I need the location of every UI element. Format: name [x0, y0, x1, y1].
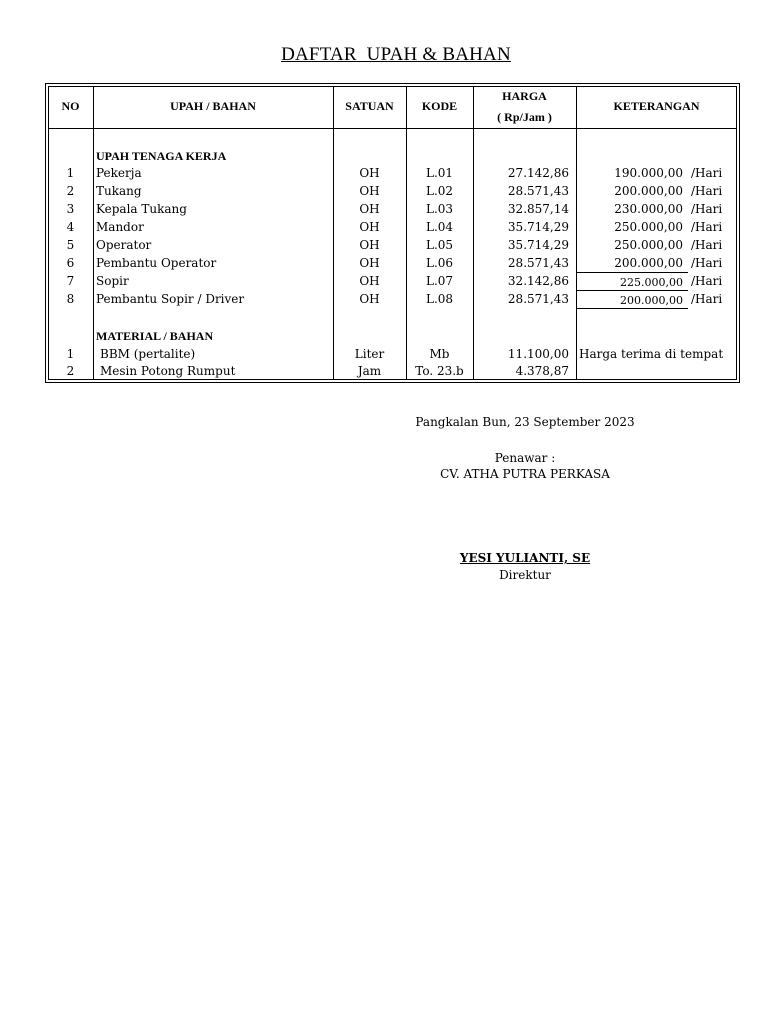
- row-note-value: 250.000,00: [614, 220, 683, 234]
- column-divider: [93, 86, 94, 380]
- row-name: Sopir: [96, 274, 129, 288]
- row-no: 1: [66, 347, 75, 361]
- row-unit: OH: [359, 220, 380, 234]
- row-no: 4: [66, 220, 75, 234]
- row-unit: OH: [359, 166, 380, 180]
- row-price: 11.100,00: [507, 347, 569, 361]
- row-code: L.06: [425, 256, 454, 270]
- row-note-value: 200.000,00: [614, 256, 683, 270]
- header-note: KETERANGAN: [613, 99, 700, 113]
- bidder-label: Penawar :: [494, 451, 556, 465]
- row-code: L.01: [425, 166, 454, 180]
- row-note-value: 200.000,00: [614, 184, 683, 198]
- signer-name: YESI YULIANTI, SE: [459, 551, 591, 565]
- header-price: HARGA: [502, 89, 547, 103]
- row-code: L.05: [425, 238, 454, 252]
- row-price: 28.571,43: [507, 184, 569, 198]
- row-code: L.08: [425, 292, 454, 306]
- row-note-unit: /Hari: [691, 202, 723, 216]
- row-unit: OH: [359, 202, 380, 216]
- row-price: 32.142,86: [507, 274, 569, 288]
- document-title: DAFTAR UPAH & BAHAN: [281, 44, 511, 65]
- row-note-unit: /Hari: [691, 256, 723, 270]
- row-name: Tukang: [96, 184, 142, 198]
- row-price: 35.714,29: [507, 238, 569, 252]
- row-no: 2: [66, 184, 75, 198]
- header-unit: SATUAN: [345, 99, 394, 113]
- row-note-value: 230.000,00: [614, 202, 683, 216]
- header-item: UPAH / BAHAN: [170, 99, 256, 113]
- row-unit: Liter: [354, 347, 385, 361]
- row-note-value: 200.000,00: [620, 294, 683, 307]
- row-name: Kepala Tukang: [96, 202, 187, 216]
- row-note: Harga terima di tempat: [579, 347, 724, 361]
- row-no: 2: [66, 364, 75, 378]
- row-code: Mb: [429, 347, 450, 361]
- row-unit: Jam: [357, 364, 382, 378]
- row-price: 32.857,14: [507, 202, 569, 216]
- row-name: Pembantu Operator: [96, 256, 217, 270]
- row-name: BBM (pertalite): [100, 347, 196, 361]
- section-material: MATERIAL / BAHAN: [96, 329, 214, 343]
- row-price: 4.378,87: [515, 364, 569, 378]
- row-price: 27.142,86: [507, 166, 569, 180]
- row-note-unit: /Hari: [691, 238, 723, 252]
- row-unit: OH: [359, 274, 380, 288]
- row-note-unit: /Hari: [691, 220, 723, 234]
- row-unit: OH: [359, 292, 380, 306]
- signer-title: Direktur: [499, 568, 551, 582]
- row-note-value: 250.000,00: [614, 238, 683, 252]
- row-name: Pembantu Sopir / Driver: [96, 292, 245, 306]
- note-underline: [577, 272, 688, 273]
- row-name: Operator: [96, 238, 152, 252]
- row-name: Pekerja: [96, 166, 142, 180]
- row-unit: OH: [359, 256, 380, 270]
- row-no: 8: [66, 292, 75, 306]
- row-unit: OH: [359, 184, 380, 198]
- place-date: Pangkalan Bun, 23 September 2023: [415, 415, 635, 429]
- header-price-unit: ( Rp/Jam ): [497, 110, 552, 124]
- row-code: L.03: [425, 202, 454, 216]
- row-name: Mesin Potong Rumput: [100, 364, 236, 378]
- row-code: L.04: [425, 220, 454, 234]
- row-no: 7: [66, 274, 75, 288]
- row-note-unit: /Hari: [691, 166, 723, 180]
- row-no: 5: [66, 238, 75, 252]
- row-note-value: 190.000,00: [614, 166, 683, 180]
- row-no: 1: [66, 166, 75, 180]
- row-price: 35.714,29: [507, 220, 569, 234]
- row-note-unit: /Hari: [691, 184, 723, 198]
- row-no: 6: [66, 256, 75, 270]
- section-labor: UPAH TENAGA KERJA: [96, 149, 227, 163]
- row-no: 3: [66, 202, 75, 216]
- row-code: To. 23.b: [415, 364, 464, 378]
- company-name: CV. ATHA PUTRA PERKASA: [440, 467, 610, 481]
- note-underline: [577, 290, 688, 291]
- row-price: 28.571,43: [507, 292, 569, 306]
- row-name: Mandor: [96, 220, 144, 234]
- header-code: KODE: [421, 99, 458, 113]
- row-code: L.02: [425, 184, 454, 198]
- row-note-value: 225.000,00: [620, 276, 683, 289]
- row-code: L.07: [425, 274, 454, 288]
- row-price: 28.571,43: [507, 256, 569, 270]
- note-underline: [577, 308, 688, 309]
- row-note-unit: /Hari: [691, 292, 723, 306]
- row-note-unit: /Hari: [691, 274, 723, 288]
- row-unit: OH: [359, 238, 380, 252]
- header-divider: [48, 128, 737, 129]
- header-no: NO: [61, 99, 80, 113]
